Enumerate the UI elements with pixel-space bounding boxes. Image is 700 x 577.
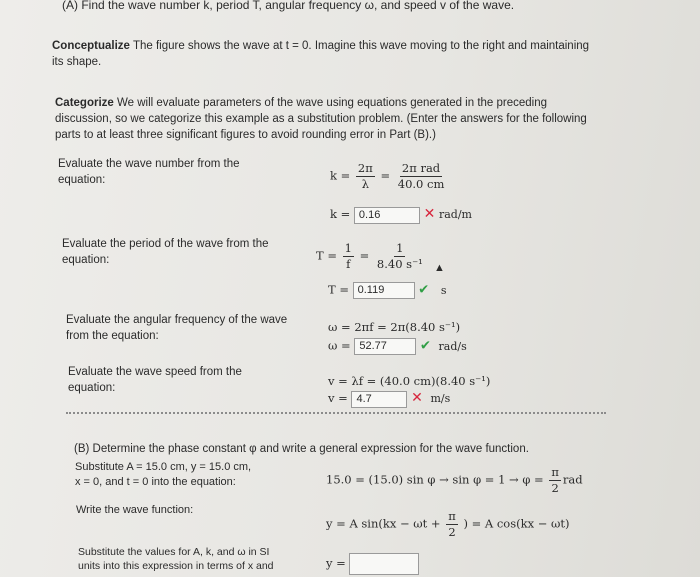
categorize-line3: parts to at least three significant figures to avoid rounding error in Part (B).) [55, 129, 436, 141]
step-omega-label-line2: from the equation: [66, 330, 159, 342]
substitute-label-line2: x = 0, and t = 0 into the equation: [75, 476, 236, 488]
wave-function-equation: y = A sin(kx − ωt + $\frac{\pi}{2}$ ) = A cos(kx − ωt) [326, 509, 570, 539]
step-t-label-line1: Evaluate the period of the wave from the [62, 238, 269, 250]
y-answer-input[interactable] [349, 553, 419, 575]
mouse-cursor-icon: ▲ [434, 262, 445, 274]
write-wave-function-label: Write the wave function: [76, 504, 194, 516]
y-answer-row: y = [326, 553, 419, 575]
step-v-label-line1: Evaluate the wave speed from the [68, 366, 242, 378]
correct-check-icon: ✔ [418, 282, 430, 298]
step-k-label-line2: equation: [58, 174, 106, 186]
fraction-1-over-8-40: $\frac{1}{\text{8.40 s⁻¹}}$ [376, 241, 423, 271]
conceptualize-line1: Conceptualize The figure shows the wave at t = 0. Imagine this wave moving to the right and maintaining [52, 40, 590, 52]
k-answer-input[interactable]: 0.16 [354, 207, 420, 224]
incorrect-x-icon: ✕ [411, 390, 423, 406]
part-b-heading: (B) Determine the phase constant φ and write a general expression for the wave function. [74, 443, 529, 455]
categorize-line2: discussion, so we categorize this example as a substitution problem. (Enter the answers for the following [55, 113, 587, 125]
phase-constant-equation: 15.0 = (15.0) sin φ → sin φ = 1 → φ = $\frac{\pi}{2}$ rad [326, 465, 583, 495]
fraction-2pi-rad-over-40cm: $\frac{\text{2π rad}}{40.0 cm}$ [397, 161, 445, 191]
step-v-answer-row: v = 4.7 ✕ m/s [328, 390, 451, 406]
step-t-answer-row: T = 0.119 ✔ s [328, 282, 447, 298]
step-t-equation: T = $\frac{1}{f}$ = $\frac{1}{\text{8.40 s⁻¹}}$ [316, 241, 423, 271]
substitute-label-line1: Substitute A = 15.0 cm, y = 15.0 cm, [75, 461, 252, 473]
fraction-2pi-lambda: $\frac{2\pi}{\lambda}$ [357, 161, 373, 191]
substitute-values-label-line2: units into this expression in terms of x and [78, 560, 274, 572]
fraction-1-over-f: $\frac{1}{f}$ [344, 241, 352, 271]
omega-unit: rad/s [438, 339, 467, 353]
step-omega-label-line1: Evaluate the angular frequency of the wave [66, 314, 288, 326]
substitute-values-label-line1: Substitute the values for A, k, and ω in SI [78, 546, 270, 558]
categorize-line1: Categorize We will evaluate parameters of the wave using equations generated in the preceding [55, 97, 548, 109]
step-v-label-line2: equation: [68, 382, 116, 394]
correct-check-icon: ✔ [419, 338, 431, 354]
incorrect-x-icon: ✕ [423, 206, 436, 222]
step-v-equation: v = λf = (40.0 cm)(8.40 s⁻¹) [328, 374, 491, 388]
step-k-equation: k = $\frac{2\pi}{\lambda}$ = $\frac{\text{2π rad}}{40.0 cm}$ [330, 161, 445, 191]
omega-answer-input[interactable]: 52.77 [354, 338, 416, 355]
step-omega-equation: ω = 2πf = 2π(8.40 s⁻¹) [328, 320, 461, 334]
v-answer-input[interactable]: 4.7 [351, 391, 407, 408]
t-answer-input[interactable]: 0.119 [353, 282, 415, 299]
part-a-heading: (A) Find the wave number k, period T, angular frequency ω, and speed v of the wave. [62, 0, 515, 12]
conceptualize-line2: its shape. [52, 56, 102, 68]
step-t-label-line2: equation: [62, 254, 110, 266]
fraction-pi-over-2: $\frac{\pi}{2}$ [551, 465, 559, 495]
step-k-label-line1: Evaluate the wave number from the [58, 158, 240, 170]
k-unit: rad/m [438, 208, 472, 221]
step-omega-answer-row: ω = 52.77 ✔ rad/s [328, 338, 467, 354]
section-divider [66, 412, 606, 414]
fraction-pi-over-2: $\frac{\pi}{2}$ [448, 509, 456, 539]
t-unit: s [440, 283, 447, 297]
step-k-answer-row: k = 0.16 ✕ rad/m [330, 206, 472, 222]
v-unit: m/s [430, 392, 451, 405]
